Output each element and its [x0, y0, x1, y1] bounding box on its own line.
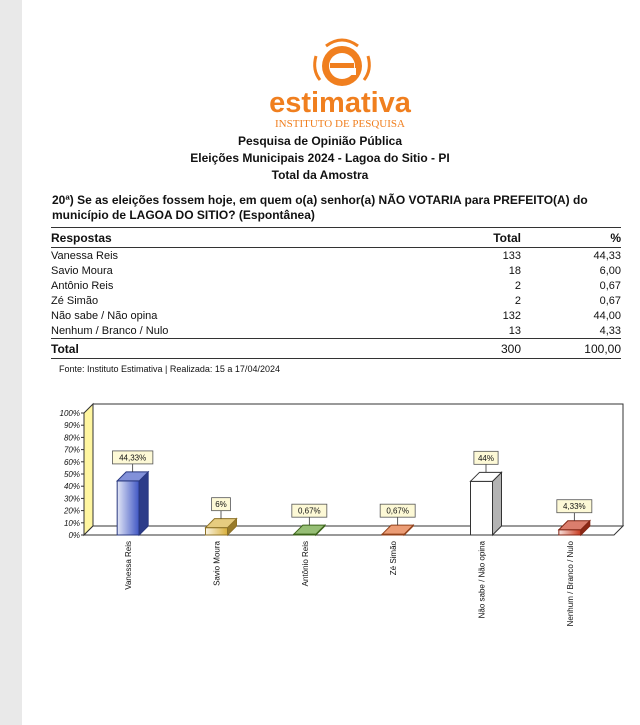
- election-title: Eleições Municipais 2024 - Lagoa do Sitio - PI: [190, 151, 450, 165]
- estimativa-logo: [0, 28, 640, 134]
- row-pct: 44,00: [593, 309, 621, 322]
- category-label: Zé Simão: [389, 541, 399, 576]
- category-label: Nenhum / Branco / Nulo: [565, 541, 575, 627]
- data-label: 6%: [215, 500, 227, 510]
- row-total: 13: [508, 324, 521, 337]
- total-value: 300: [431, 339, 521, 359]
- bar-front: [471, 481, 493, 535]
- row-total: 2: [514, 279, 521, 292]
- category-label: Vanessa Reis: [124, 541, 134, 590]
- y-tick-label: 30%: [63, 494, 80, 504]
- row-label: Savio Moura: [51, 264, 113, 277]
- bar-chart: [0, 395, 640, 645]
- y-tick-label: 20%: [63, 506, 80, 516]
- bar: [471, 472, 502, 535]
- row-label: Zé Simão: [51, 294, 99, 307]
- category-label: Antônio Reis: [300, 541, 310, 587]
- logo-subtitle: INSTITUTO DE PESQUISA: [275, 118, 405, 130]
- row-label: Antônio Reis: [51, 279, 114, 292]
- y-tick-label: 40%: [63, 482, 80, 492]
- y-tick-label: 70%: [63, 445, 80, 455]
- data-label: 44%: [477, 453, 495, 463]
- y-tick-label: 0%: [68, 531, 80, 540]
- bar-front: [206, 528, 228, 535]
- y-tick-label: 10%: [63, 518, 80, 528]
- row-total: 18: [508, 264, 521, 277]
- table-row: [51, 263, 621, 278]
- bar-side: [139, 472, 148, 535]
- y-tick-label: 90%: [63, 421, 80, 431]
- y-tick-label: 100%: [59, 409, 80, 418]
- data-label: 4,33%: [562, 502, 586, 512]
- row-total: 133: [502, 249, 521, 262]
- chart-side-wall: [84, 404, 93, 535]
- chart-back-wall: [93, 404, 623, 526]
- data-label: 44,33%: [119, 453, 147, 463]
- y-tick-label: 60%: [63, 457, 80, 467]
- chart-floor: [84, 526, 623, 535]
- survey-title: Pesquisa de Opinião Pública: [237, 134, 403, 148]
- y-tick-label: 80%: [63, 433, 80, 443]
- table-row: [51, 308, 621, 323]
- total-label: Total: [51, 339, 431, 359]
- bar-front: [559, 530, 581, 535]
- data-label: 0,67%: [386, 506, 410, 516]
- question-text: 20ª) Se as eleições fossem hoje, em quem o(a) senhor(a) NÃO VOTARIA para PREFEITO(A) do município de LAGOA DO SITIO? (Espontânea): [52, 193, 588, 222]
- data-label: 0,67%: [297, 506, 321, 516]
- category-label: Savio Moura: [212, 541, 222, 586]
- row-label: Vanessa Reis: [51, 249, 119, 262]
- table-row: [51, 293, 621, 308]
- source-note: Fonte: Instituto Estimativa | Realizada: 15 a 17/04/2024: [59, 364, 280, 374]
- row-pct: 6,00: [599, 264, 621, 277]
- row-pct: 44,33: [593, 249, 621, 262]
- sample-title: Total da Amostra: [271, 168, 369, 182]
- bar-front: [117, 481, 139, 535]
- row-pct: 4,33: [599, 324, 621, 337]
- bar-side: [493, 472, 502, 535]
- total-pct: 100,00: [521, 339, 621, 359]
- col-total: Total: [431, 228, 521, 248]
- table-row: [51, 278, 621, 293]
- logo-brand: estimativa: [269, 87, 411, 119]
- col-pct: %: [521, 228, 621, 248]
- col-respostas: Respostas: [51, 228, 431, 248]
- table-row: [51, 323, 621, 339]
- row-pct: 0,67: [599, 294, 621, 307]
- bar: [117, 472, 148, 535]
- row-total: 2: [514, 294, 521, 307]
- category-label: Não sabe / Não opina: [477, 541, 487, 619]
- row-label: Nenhum / Branco / Nulo: [51, 324, 169, 337]
- total-row: [51, 339, 621, 359]
- results-table: [51, 227, 621, 359]
- row-pct: 0,67: [599, 279, 621, 292]
- y-tick-label: 50%: [63, 470, 80, 479]
- table-row: [51, 248, 621, 264]
- row-total: 132: [502, 309, 521, 322]
- logo-emblem-icon: [315, 40, 370, 86]
- row-label: Não sabe / Não opina: [51, 309, 158, 322]
